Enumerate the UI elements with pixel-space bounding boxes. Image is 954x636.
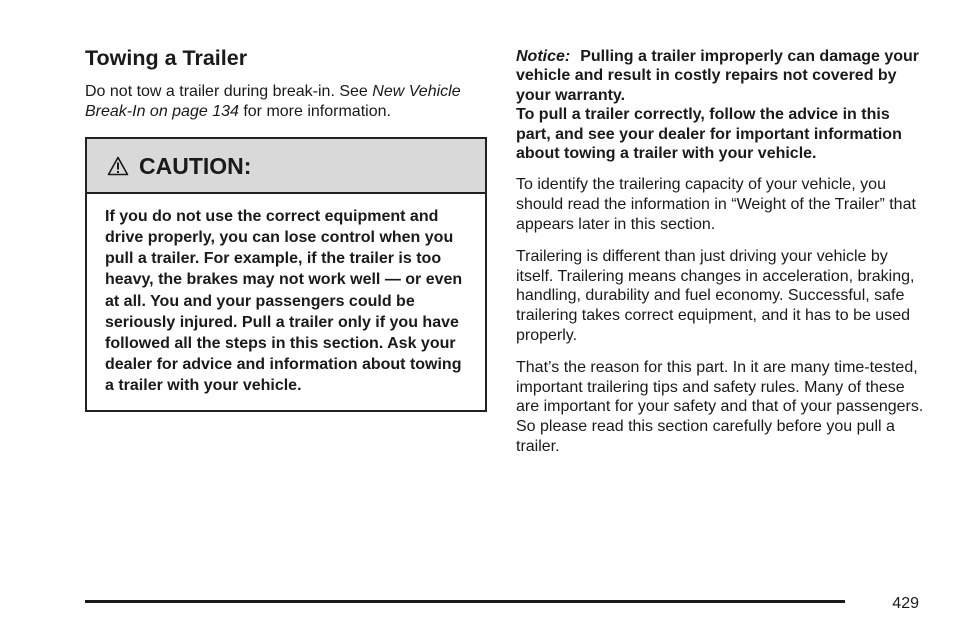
page-reference: New Vehicle Break-In on page 134 xyxy=(85,83,461,120)
paragraph-trailering: Trailering is different than just driving your vehicle by itself. Trailering means changes in acceleration, braking, handling, durability and fuel economy. Successful, safe trailering takes correct equipment, and it has to be used properly. xyxy=(516,248,915,344)
notice-text: Pulling a trailer improperly can damage your vehicle and result in costly repairs not covered by your warranty. xyxy=(516,48,919,104)
intro-paragraph xyxy=(85,82,487,121)
notice-block xyxy=(516,47,926,163)
warning-triangle-icon xyxy=(107,156,129,176)
caution-header xyxy=(87,139,485,194)
paragraph-tips: That’s the reason for this part. In it are many time-tested, important trailering tips and safety rules. Many of these are important for your safety and that of your passengers. So please read this section carefully before you pull a trailer. xyxy=(516,359,924,455)
footer-rule xyxy=(85,600,845,603)
right-column xyxy=(516,47,926,456)
caution-body: If you do not use the correct equipment and drive properly, you can lose control when you pull a trailer. For example, if the trailer is too heavy, the brakes may not work well — or even at all. You and your passengers could be seriously injured. Pull a trailer only if you have followed all the steps in this section. Ask your dealer for advice and information about towing a trailer with your vehicle. xyxy=(105,208,463,394)
left-column xyxy=(85,44,487,412)
caution-box xyxy=(85,137,487,412)
section-title: Towing a Trailer xyxy=(85,46,248,70)
caution-title: CAUTION: xyxy=(139,152,252,179)
intro-text-end: for more information. xyxy=(238,102,391,120)
notice-label: Notice: xyxy=(516,48,571,65)
intro-text: Do not tow a trailer during break-in. See xyxy=(85,83,373,100)
notice-text-2: To pull a trailer correctly, follow the advice in this part, and see your dealer for important information about towing a trailer with your vehicle. xyxy=(516,106,902,163)
paragraph-capacity: To identify the trailering capacity of your vehicle, you should read the information in “Weight of the Trailer” that appears later in this section. xyxy=(516,176,916,233)
page-number: 429 xyxy=(892,595,919,612)
